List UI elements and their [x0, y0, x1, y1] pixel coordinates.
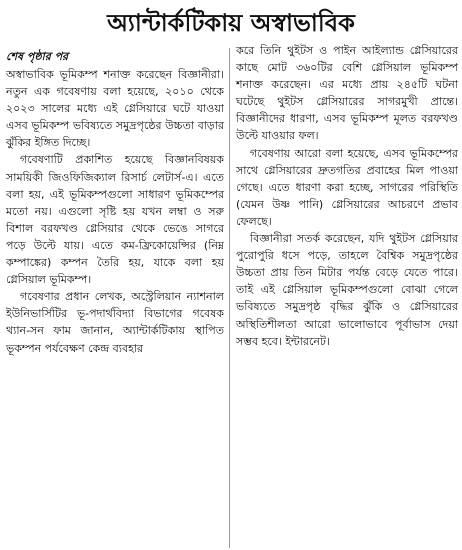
paragraph: গবেষণাটি প্রকাশিত হয়েছে বিজ্ঞানবিষয়ক সাময়িকী জিওফিজিক্যাল রিসার্চ লেটার্স-এ। এতে বলা হয়, এই ভূমিকম্পগুলো সাধারণ ভূমিকম্পের মতো নয়। এগুলো সৃষ্টি হয় যখন লম্বা ও সরু বিশাল বরফখণ্ড গ্লেসিয়ার থেকে ভেঙে সাগরে পড়ে উল্টে যায়। এতে কম-ফ্রিকোয়েন্সির (নিম্ন কম্পাঙ্কের) কম্পন তৈরি হয়, যাকে বলা হয় গ্লেসিয়াল ভূমিকম্প।: [6, 153, 224, 287]
column-divider: [229, 48, 230, 548]
headline: অ্যান্টার্কটিকায় অস্বাভাবিক: [107, 8, 355, 37]
left-column: [6, 48, 224, 357]
paragraph: করে তিনি থুইটস ও পাইন আইল্যান্ড গ্লেসিয়ারের কাছে মোট ৩৬০টির বেশি গ্লেসিয়াল ভূমিকম্প শনাক্ত করেছেন। এর মধ্যে প্রায় ২৪৫টি ঘটনা ঘটেছে থুইটস গ্লেসিয়ারের সাগরমুখী প্রান্তে। বিজ্ঞানীদের ধারণা, এসব ভূমিকম্প মূলত বরফখণ্ড উল্টে যাওয়ার ফল।: [236, 44, 458, 143]
right-column: [236, 42, 458, 350]
continued-from-label: শেষ পৃষ্ঠার পর: [6, 50, 69, 63]
paragraph: গবেষণায় আরো বলা হয়েছে, এসব ভূমিকম্পের সাথে গ্লেসিয়ারের দ্রুতগতির প্রবাহের মিল পাওয়া গেছে। এতে ধারণা করা হচ্ছে, সাগরের পরিস্থিতি (যেমন উষ্ণ পানি) গ্লেসিয়ারের আচরণে প্রভাব ফেলছে।: [236, 146, 458, 228]
paragraph: বিজ্ঞানীরা সতর্ক করেছেন, যদি থুইটস গ্লেসিয়ার পুরোপুরি ধসে পড়ে, তাহলে বৈশ্বিক সমুদ্রপৃষ্ঠের উচ্চতা প্রায় তিন মিটার পর্যন্ত বেড়ে যেতে পারে। তাই এই গ্লেসিয়াল ভূমিকম্পগুলো বোঝা গেলে ভবিষ্যতে সমুদ্রপৃষ্ঠ বৃদ্ধির ঝুঁকি ও গ্লেসিয়ারের অস্থিতিশীলতা আরো ভালোভাবে পূর্বাভাস দেয়া সম্ভব হবে। ইন্টারনেট।: [236, 232, 458, 348]
paragraph: অস্বাভাবিক ভূমিকম্প শনাক্ত করেছেন বিজ্ঞানীরা। নতুন এক গবেষণায় বলা হয়েছে, ২০১০ থেকে ২০২৩ সালের মধ্যে এই গ্লেসিয়ারে ঘটে যাওয়া এসব ভূমিকম্প ভবিষ্যতে সমুদ্রপৃষ্ঠের উচ্চতা বাড়ার ঝুঁকির ইঙ্গিত দিচ্ছে।: [6, 68, 224, 150]
paragraph: গবেষণার প্রধান লেখক, অস্ট্রেলিয়ান ন্যাশনাল ইউনিভার্সিটির ভূ-পদার্থবিদ্যা বিভাগের গবেষক থ্যান-সন ফাম জানান, অ্যান্টার্কটিকায় স্থাপিত ভূকম্পন পর্যবেক্ষণ কেন্দ্র ব্যবহার: [6, 290, 224, 355]
